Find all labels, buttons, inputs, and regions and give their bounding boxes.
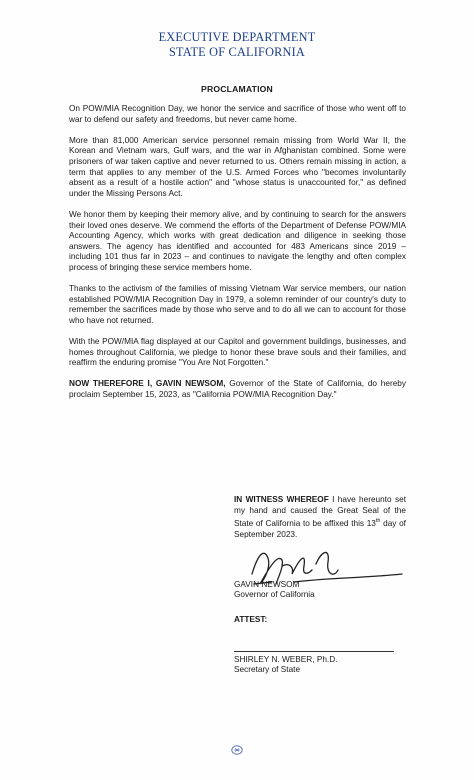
state-seal-icon <box>231 745 243 755</box>
letterhead-line-state: STATE OF CALIFORNIA <box>168 44 306 59</box>
proclamation-body <box>69 104 406 411</box>
governor-title: Governor of California <box>234 590 315 600</box>
witness-text-before: I have hereunto set my hand and caused the Great Seal of the State of California to be affixed this 13 <box>234 495 406 528</box>
paragraph-3: We honor them by keeping their memory alive, and by continuing to search for the answers their loved ones deserve. We commend the efforts of the Department of Defense POW/MIA Accounting Agency, which works with great dedication and diligence in seeking those answers. The agency has identified and accounted for 483 Americans since 2019 – including 101 thus far in 2023 – and continues to navigate the lengthy and often complex process of bringing these service members home. <box>69 209 406 272</box>
paragraph-6-text: Governor of the State of California, do hereby proclaim September 15, 2023, as "California POW/MIA Recognition Day." <box>69 379 407 400</box>
paragraph-6-lead: NOW THEREFORE I, GAVIN NEWSOM, <box>69 379 226 389</box>
paragraph-5: With the POW/MIA flag displayed at our Capitol and government buildings, businesses, and homes throughout California, we pledge to honor these brave souls and their families, and reaffirm the enduring promise "You Are Not Forgotten." <box>69 337 406 368</box>
secretary-title: Secretary of State <box>234 665 301 675</box>
paragraph-4: Thanks to the activism of the families of missing Vietnam War service members, our nation established POW/MIA Recognition Day in 1979, a solemn reminder of our country's duty to remember the sacrifices made by those who serve and to do all we can to account for those who have not returned. <box>69 284 406 325</box>
witness-lead: IN WITNESS WHEREOF <box>234 495 329 504</box>
governor-signature-block <box>234 544 414 604</box>
attest-name-block <box>234 655 337 675</box>
governor-name-block <box>234 580 315 600</box>
witness-text-after: day of September 2023. <box>234 518 406 539</box>
document-title: PROCLAMATION <box>201 84 273 94</box>
witness-superscript: th <box>375 518 381 525</box>
witness-clause <box>234 495 406 540</box>
secretary-name: SHIRLEY N. WEBER, Ph.D. <box>234 655 338 664</box>
paragraph-1: On POW/MIA Recognition Day, we honor the service and sacrifice of those who went off to war to defend our safety and freedoms, but never came home. <box>69 104 406 124</box>
paragraph-6 <box>69 379 406 400</box>
paragraph-2: More than 81,000 American service personnel remain missing from World War II, the Korean and Vietnam wars, Gulf wars, and the war in Afghanistan combined. Some were prisoners of war taken captive and never returned to us. Others remain missing in action, a term that applies to any member of the U.S. Armed Forces who "becomes involuntarily absent as a result of a hostile action" and "whose status is unaccounted for," as defined under the Missing Persons Act. <box>69 135 406 198</box>
attest-label: ATTEST: <box>234 615 268 624</box>
governor-name: GAVIN NEWSOM <box>234 580 300 589</box>
attest-signature-line <box>234 651 394 652</box>
letterhead <box>0 30 474 59</box>
letterhead-line-department: EXECUTIVE DEPARTMENT <box>158 30 316 44</box>
